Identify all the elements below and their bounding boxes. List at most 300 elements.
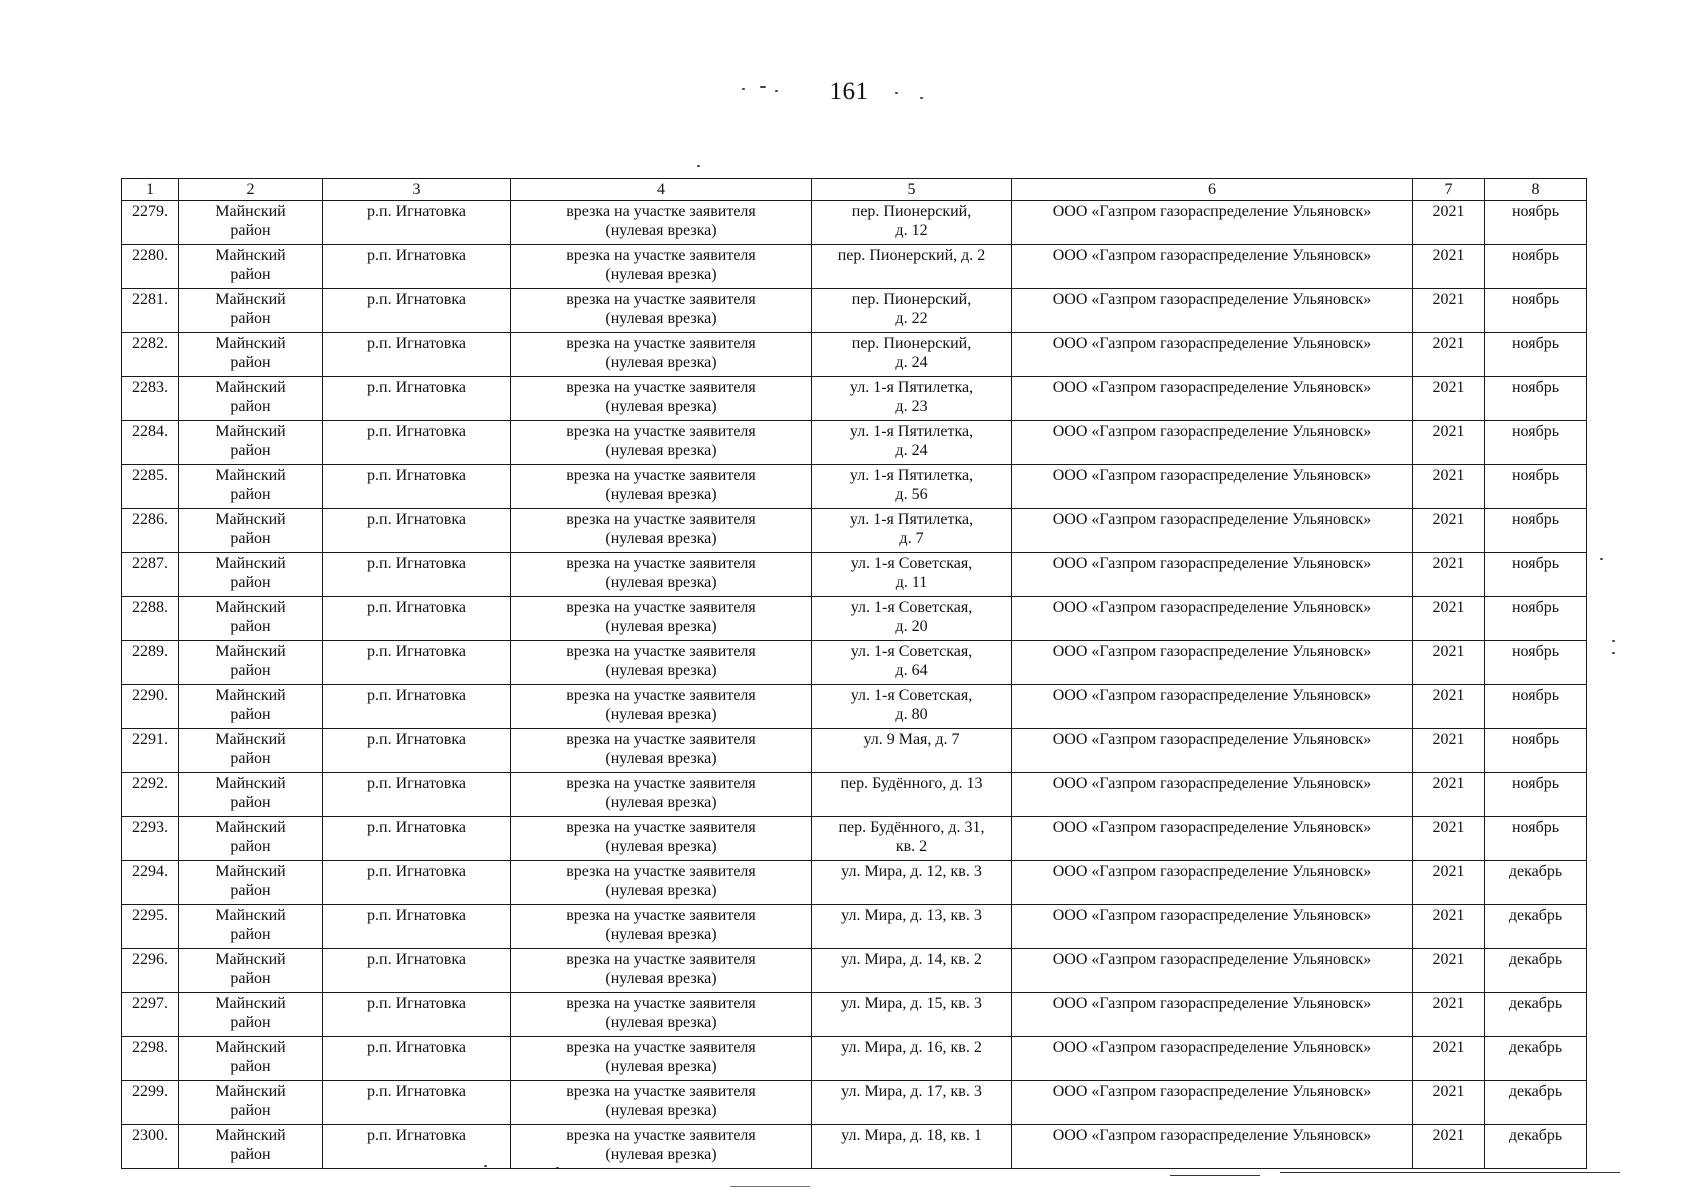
district-cell [179, 685, 323, 729]
table-row [122, 421, 1587, 465]
year-cell [1413, 685, 1485, 729]
address-cell [812, 377, 1012, 421]
work-type-cell-line: (нулевая врезка) [605, 662, 717, 679]
month-cell [1485, 597, 1587, 641]
table-row [122, 1037, 1587, 1081]
work-type-cell-line: врезка на участке заявителя [566, 907, 756, 924]
work-type-cell-line: врезка на участке заявителя [566, 423, 756, 440]
address-cell [812, 509, 1012, 553]
work-type-cell [511, 509, 812, 553]
settlement-cell-line: р.п. Игнатовка [367, 775, 466, 792]
settlement-cell [323, 377, 511, 421]
organization-cell [1012, 861, 1413, 905]
year-cell-line: 2021 [1432, 687, 1465, 704]
district-cell-line: Майнский [215, 203, 286, 220]
row-number-cell [122, 421, 179, 465]
district-cell-line: район [230, 310, 271, 327]
row-number-cell-line: 2300. [132, 1127, 168, 1144]
settlement-cell [323, 553, 511, 597]
month-cell [1485, 245, 1587, 289]
organization-cell [1012, 333, 1413, 377]
settlement-cell [323, 905, 511, 949]
work-type-cell-line: врезка на участке заявителя [566, 995, 756, 1012]
address-cell-line: д. 20 [895, 618, 928, 635]
district-cell-line: Майнский [215, 907, 286, 924]
address-cell-line: д. 11 [895, 574, 928, 591]
row-number-cell [122, 993, 179, 1037]
organization-cell [1012, 465, 1413, 509]
district-cell-line: район [230, 838, 271, 855]
district-cell [179, 949, 323, 993]
year-cell [1413, 201, 1485, 245]
settlement-cell-line: р.п. Игнатовка [367, 819, 466, 836]
work-type-cell [511, 201, 812, 245]
row-number-cell-line: 2291. [132, 731, 168, 748]
row-number-cell [122, 377, 179, 421]
year-cell [1413, 289, 1485, 333]
year-cell-line: 2021 [1432, 423, 1465, 440]
address-cell [812, 685, 1012, 729]
row-number-cell [122, 773, 179, 817]
address-cell-line: д. 24 [895, 354, 928, 371]
work-type-cell-line: (нулевая врезка) [605, 1102, 717, 1119]
row-number-cell-line: 2293. [132, 819, 168, 836]
month-cell [1485, 993, 1587, 1037]
organization-cell [1012, 597, 1413, 641]
work-type-cell-line: врезка на участке заявителя [566, 687, 756, 704]
district-cell-line: район [230, 442, 271, 459]
address-cell-line: д. 7 [899, 530, 924, 547]
address-cell-line: кв. 2 [895, 838, 928, 855]
column-header: 6 [1012, 179, 1413, 201]
district-cell [179, 1081, 323, 1125]
settlement-cell [323, 289, 511, 333]
work-type-cell [511, 597, 812, 641]
settlement-cell [323, 729, 511, 773]
month-cell [1485, 553, 1587, 597]
row-number-cell-line: 2283. [132, 379, 168, 396]
district-cell-line: район [230, 926, 271, 943]
scan-speck [775, 90, 778, 92]
address-cell-line: ул. 1-я Пятилетка, [849, 379, 974, 396]
settlement-cell-line: р.п. Игнатовка [367, 511, 466, 528]
settlement-cell [323, 245, 511, 289]
address-cell [812, 905, 1012, 949]
month-cell-line: декабрь [1508, 907, 1563, 924]
address-cell-line: д. 22 [895, 310, 928, 327]
settlement-cell-line: р.п. Игнатовка [367, 203, 466, 220]
work-type-cell-line: врезка на участке заявителя [566, 203, 756, 220]
work-type-cell [511, 1037, 812, 1081]
row-number-cell [122, 949, 179, 993]
address-cell-line: пер. Пионерский, [851, 203, 972, 220]
organization-cell [1012, 993, 1413, 1037]
year-cell [1413, 729, 1485, 773]
settlement-cell-line: р.п. Игнатовка [367, 335, 466, 352]
settlement-cell-line: р.п. Игнатовка [367, 247, 466, 264]
address-cell-line: д. 23 [895, 398, 928, 415]
row-number-cell-line: 2287. [132, 555, 168, 572]
district-cell [179, 1125, 323, 1169]
district-cell-line: Майнский [215, 995, 286, 1012]
district-cell-line: район [230, 1058, 271, 1075]
month-cell [1485, 509, 1587, 553]
month-cell-line: ноябрь [1511, 467, 1560, 484]
organization-cell [1012, 1081, 1413, 1125]
month-cell [1485, 685, 1587, 729]
year-cell-line: 2021 [1432, 467, 1465, 484]
year-cell-line: 2021 [1432, 203, 1465, 220]
row-number-cell [122, 289, 179, 333]
table-row [122, 201, 1587, 245]
organization-cell [1012, 905, 1413, 949]
table-header-row [122, 179, 1587, 201]
organization-cell-line: ООО «Газпром газораспределение Ульяновск» [1052, 247, 1372, 264]
organization-cell-line: ООО «Газпром газораспределение Ульяновск» [1052, 863, 1372, 880]
district-cell-line: район [230, 662, 271, 679]
scan-speck [920, 97, 923, 99]
month-cell-line: ноябрь [1511, 687, 1560, 704]
month-cell [1485, 817, 1587, 861]
settlement-cell [323, 465, 511, 509]
year-cell [1413, 641, 1485, 685]
row-number-cell [122, 333, 179, 377]
month-cell-line: ноябрь [1511, 247, 1560, 264]
district-cell [179, 861, 323, 905]
row-number-cell [122, 729, 179, 773]
address-cell [812, 1037, 1012, 1081]
work-type-cell [511, 949, 812, 993]
settlement-cell [323, 509, 511, 553]
year-cell-line: 2021 [1432, 599, 1465, 616]
year-cell-line: 2021 [1432, 907, 1465, 924]
month-cell [1485, 289, 1587, 333]
settlement-cell-line: р.п. Игнатовка [367, 379, 466, 396]
year-cell-line: 2021 [1432, 995, 1465, 1012]
month-cell [1485, 333, 1587, 377]
table-body [122, 201, 1587, 1169]
address-cell [812, 1125, 1012, 1169]
year-cell-line: 2021 [1432, 1127, 1465, 1144]
district-cell-line: Майнский [215, 423, 286, 440]
month-cell-line: ноябрь [1511, 643, 1560, 660]
district-cell-line: район [230, 486, 271, 503]
row-number-cell-line: 2296. [132, 951, 168, 968]
organization-cell-line: ООО «Газпром газораспределение Ульяновск» [1052, 643, 1372, 660]
work-type-cell-line: (нулевая врезка) [605, 882, 717, 899]
row-number-cell-line: 2279. [132, 203, 168, 220]
address-cell [812, 817, 1012, 861]
work-type-cell-line: врезка на участке заявителя [566, 1083, 756, 1100]
settlement-cell [323, 949, 511, 993]
district-cell [179, 597, 323, 641]
work-type-cell-line: врезка на участке заявителя [566, 291, 756, 308]
year-cell [1413, 377, 1485, 421]
year-cell-line: 2021 [1432, 819, 1465, 836]
month-cell-line: декабрь [1508, 863, 1563, 880]
month-cell [1485, 465, 1587, 509]
year-cell-line: 2021 [1432, 951, 1465, 968]
row-number-cell-line: 2297. [132, 995, 168, 1012]
work-type-cell-line: (нулевая врезка) [605, 838, 717, 855]
settlement-cell-line: р.п. Игнатовка [367, 555, 466, 572]
settlement-cell-line: р.п. Игнатовка [367, 951, 466, 968]
page-number: 161 [829, 78, 869, 105]
table-row [122, 289, 1587, 333]
table-row [122, 553, 1587, 597]
district-cell [179, 333, 323, 377]
year-cell-line: 2021 [1432, 379, 1465, 396]
district-cell-line: Майнский [215, 731, 286, 748]
work-type-cell [511, 993, 812, 1037]
year-cell [1413, 597, 1485, 641]
address-cell-line: ул. 1-я Пятилетка, [849, 511, 974, 528]
month-cell-line: ноябрь [1511, 731, 1560, 748]
year-cell-line: 2021 [1432, 731, 1465, 748]
row-number-cell [122, 817, 179, 861]
organization-cell [1012, 773, 1413, 817]
organization-cell-line: ООО «Газпром газораспределение Ульяновск» [1052, 1083, 1372, 1100]
settlement-cell-line: р.п. Игнатовка [367, 643, 466, 660]
month-cell-line: декабрь [1508, 1039, 1563, 1056]
column-header: 4 [511, 179, 812, 201]
month-cell-line: ноябрь [1511, 775, 1560, 792]
organization-cell-line: ООО «Газпром газораспределение Ульяновск» [1052, 775, 1372, 792]
settlement-cell-line: р.п. Игнатовка [367, 907, 466, 924]
address-cell [812, 641, 1012, 685]
work-type-cell [511, 245, 812, 289]
month-cell [1485, 949, 1587, 993]
district-cell-line: район [230, 882, 271, 899]
table-row [122, 333, 1587, 377]
district-cell-line: район [230, 970, 271, 987]
organization-cell [1012, 377, 1413, 421]
month-cell [1485, 201, 1587, 245]
district-cell-line: район [230, 794, 271, 811]
district-cell-line: район [230, 266, 271, 283]
settlement-cell-line: р.п. Игнатовка [367, 687, 466, 704]
year-cell-line: 2021 [1432, 555, 1465, 572]
settlement-cell-line: р.п. Игнатовка [367, 599, 466, 616]
year-cell [1413, 1037, 1485, 1081]
address-cell [812, 289, 1012, 333]
table-row [122, 1081, 1587, 1125]
settlement-cell-line: р.п. Игнатовка [367, 863, 466, 880]
work-type-cell [511, 465, 812, 509]
settlement-cell [323, 333, 511, 377]
row-number-cell-line: 2284. [132, 423, 168, 440]
district-cell [179, 245, 323, 289]
organization-cell-line: ООО «Газпром газораспределение Ульяновск» [1052, 1127, 1372, 1144]
organization-cell [1012, 817, 1413, 861]
organization-cell [1012, 245, 1413, 289]
month-cell [1485, 773, 1587, 817]
column-header: 7 [1413, 179, 1485, 201]
organization-cell [1012, 1037, 1413, 1081]
month-cell [1485, 421, 1587, 465]
row-number-cell-line: 2290. [132, 687, 168, 704]
row-number-cell [122, 641, 179, 685]
district-cell [179, 201, 323, 245]
work-type-cell-line: врезка на участке заявителя [566, 555, 756, 572]
district-cell-line: район [230, 618, 271, 635]
work-type-cell-line: (нулевая врезка) [605, 926, 717, 943]
year-cell-line: 2021 [1432, 247, 1465, 264]
month-cell [1485, 1081, 1587, 1125]
work-type-cell-line: (нулевая врезка) [605, 486, 717, 503]
work-type-cell-line: врезка на участке заявителя [566, 863, 756, 880]
table-row [122, 377, 1587, 421]
row-number-cell-line: 2299. [132, 1083, 168, 1100]
work-type-cell [511, 1125, 812, 1169]
settlement-cell-line: р.п. Игнатовка [367, 1083, 466, 1100]
year-cell [1413, 509, 1485, 553]
address-cell [812, 465, 1012, 509]
year-cell-line: 2021 [1432, 643, 1465, 660]
scan-line [730, 1186, 810, 1187]
district-cell-line: Майнский [215, 555, 286, 572]
address-cell-line: пер. Будённого, д. 31, [838, 819, 985, 836]
year-cell [1413, 817, 1485, 861]
row-number-cell [122, 553, 179, 597]
district-cell-line: Майнский [215, 863, 286, 880]
work-type-cell [511, 333, 812, 377]
table-row [122, 685, 1587, 729]
organization-cell-line: ООО «Газпром газораспределение Ульяновск» [1052, 951, 1372, 968]
address-cell [812, 729, 1012, 773]
month-cell-line: ноябрь [1511, 599, 1560, 616]
year-cell-line: 2021 [1432, 1039, 1465, 1056]
address-cell-line: пер. Будённого, д. 13 [840, 775, 983, 792]
row-number-cell [122, 597, 179, 641]
work-type-cell [511, 861, 812, 905]
organization-cell [1012, 553, 1413, 597]
year-cell-line: 2021 [1432, 335, 1465, 352]
row-number-cell-line: 2285. [132, 467, 168, 484]
organization-cell [1012, 509, 1413, 553]
work-type-cell-line: (нулевая врезка) [605, 706, 717, 723]
table-row [122, 773, 1587, 817]
organization-cell [1012, 729, 1413, 773]
work-type-cell-line: (нулевая врезка) [605, 750, 717, 767]
month-cell [1485, 905, 1587, 949]
row-number-cell [122, 1081, 179, 1125]
month-cell [1485, 861, 1587, 905]
month-cell-line: декабрь [1508, 1127, 1563, 1144]
row-number-cell-line: 2280. [132, 247, 168, 264]
address-cell [812, 861, 1012, 905]
district-cell [179, 377, 323, 421]
settlement-cell-line: р.п. Игнатовка [367, 423, 466, 440]
row-number-cell-line: 2294. [132, 863, 168, 880]
district-cell-line: Майнский [215, 819, 286, 836]
work-type-cell-line: (нулевая врезка) [605, 222, 717, 239]
organization-cell [1012, 949, 1413, 993]
settlement-cell [323, 861, 511, 905]
district-cell-line: Майнский [215, 291, 286, 308]
district-cell-line: район [230, 354, 271, 371]
district-cell [179, 1037, 323, 1081]
district-cell-line: район [230, 706, 271, 723]
column-header: 2 [179, 179, 323, 201]
work-type-cell-line: врезка на участке заявителя [566, 467, 756, 484]
organization-cell-line: ООО «Газпром газораспределение Ульяновск» [1052, 1039, 1372, 1056]
row-number-cell [122, 509, 179, 553]
work-type-cell [511, 729, 812, 773]
address-cell-line: пер. Пионерский, [851, 291, 972, 308]
settlement-cell-line: р.п. Игнатовка [367, 1039, 466, 1056]
settlement-cell-line: р.п. Игнатовка [367, 467, 466, 484]
scan-speck [1612, 652, 1615, 654]
address-cell [812, 201, 1012, 245]
year-cell-line: 2021 [1432, 863, 1465, 880]
address-cell [812, 421, 1012, 465]
work-type-cell-line: (нулевая врезка) [605, 442, 717, 459]
district-cell-line: Майнский [215, 643, 286, 660]
year-cell [1413, 553, 1485, 597]
column-header: 1 [122, 179, 179, 201]
work-type-cell [511, 289, 812, 333]
month-cell-line: декабрь [1508, 951, 1563, 968]
settlement-cell [323, 773, 511, 817]
district-cell-line: район [230, 398, 271, 415]
year-cell-line: 2021 [1432, 291, 1465, 308]
work-type-cell-line: (нулевая врезка) [605, 1058, 717, 1075]
address-cell-line: ул. 1-я Советская, [850, 643, 973, 660]
district-cell-line: Майнский [215, 599, 286, 616]
month-cell [1485, 1037, 1587, 1081]
organization-cell-line: ООО «Газпром газораспределение Ульяновск» [1052, 819, 1372, 836]
address-cell-line: ул. 9 Мая, д. 7 [863, 731, 960, 748]
settlement-cell [323, 1037, 511, 1081]
address-cell-line: д. 56 [895, 486, 928, 503]
work-type-cell-line: врезка на участке заявителя [566, 731, 756, 748]
district-cell [179, 465, 323, 509]
settlement-cell-line: р.п. Игнатовка [367, 731, 466, 748]
address-cell-line: д. 80 [895, 706, 928, 723]
work-type-cell-line: врезка на участке заявителя [566, 951, 756, 968]
registry-table [121, 178, 1587, 1169]
row-number-cell [122, 1037, 179, 1081]
work-type-cell-line: (нулевая врезка) [605, 310, 717, 327]
organization-cell [1012, 201, 1413, 245]
month-cell-line: ноябрь [1511, 335, 1560, 352]
work-type-cell-line: (нулевая врезка) [605, 1014, 717, 1031]
row-number-cell-line: 2282. [132, 335, 168, 352]
column-header: 3 [323, 179, 511, 201]
work-type-cell [511, 641, 812, 685]
table-row [122, 905, 1587, 949]
work-type-cell-line: врезка на участке заявителя [566, 247, 756, 264]
district-cell [179, 993, 323, 1037]
work-type-cell-line: (нулевая врезка) [605, 1146, 717, 1163]
table-row [122, 993, 1587, 1037]
settlement-cell [323, 641, 511, 685]
district-cell [179, 817, 323, 861]
row-number-cell-line: 2298. [132, 1039, 168, 1056]
scan-line [1280, 1172, 1620, 1173]
district-cell-line: Майнский [215, 775, 286, 792]
table-row [122, 597, 1587, 641]
district-cell [179, 641, 323, 685]
address-cell [812, 1081, 1012, 1125]
district-cell-line: Майнский [215, 1127, 286, 1144]
year-cell-line: 2021 [1432, 511, 1465, 528]
settlement-cell [323, 685, 511, 729]
year-cell [1413, 949, 1485, 993]
address-cell [812, 993, 1012, 1037]
organization-cell-line: ООО «Газпром газораспределение Ульяновск» [1052, 467, 1372, 484]
